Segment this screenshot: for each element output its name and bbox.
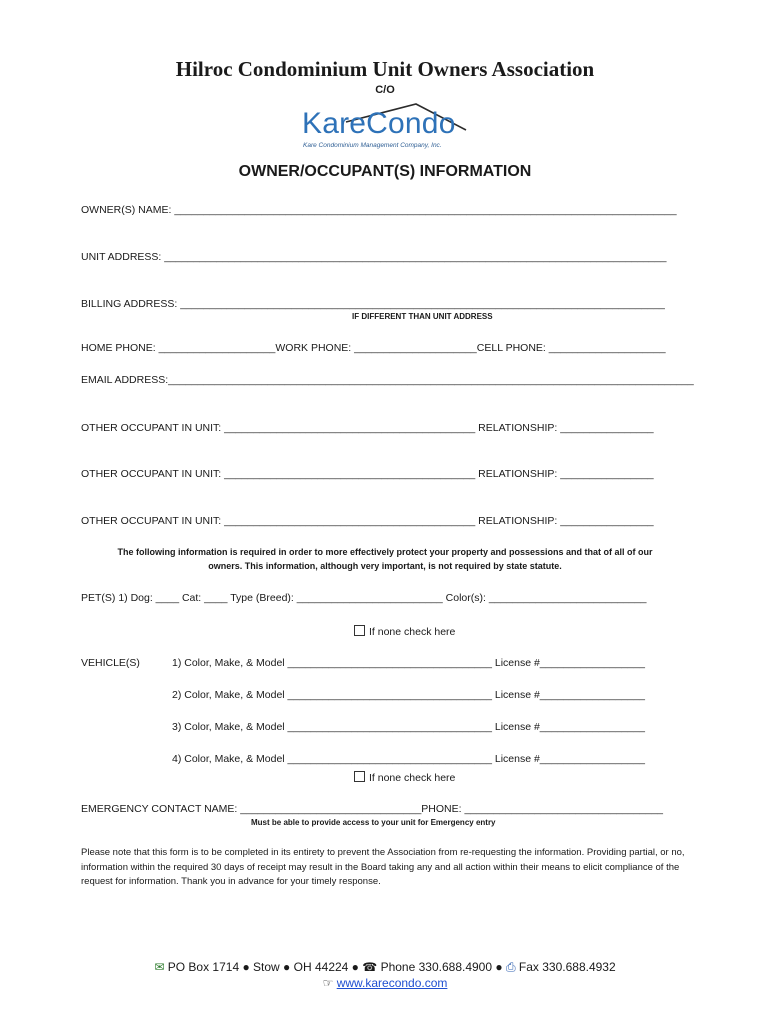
other-occupant-field-2[interactable]: OTHER OCCUPANT IN UNIT: ___________________________________________ RELATIONSHIP: ________________ — [81, 468, 654, 480]
footer-phone: Phone 330.688.4900 ● — [380, 960, 503, 974]
footer-fax: Fax 330.688.4932 — [518, 960, 616, 974]
vehicle-field-3[interactable]: 3) Color, Make, & Model ___________________________________ License #__________________ — [172, 721, 645, 733]
logo-wordmark: KareCondo — [302, 107, 456, 140]
vehicles-none-checkbox[interactable] — [354, 771, 455, 784]
pointing-hand-icon: ☞ — [322, 976, 334, 990]
footer-address: PO Box 1714 ● Stow ● OH 44224 ● — [167, 960, 359, 974]
other-occupant-field-3[interactable]: OTHER OCCUPANT IN UNIT: ___________________________________________ RELATIONSHIP: ________________ — [81, 515, 654, 527]
info-note-line-1: The following information is required in order to more effectively protect your property and possessions and that of all of our — [117, 547, 653, 557]
care-of-label: C/O — [375, 84, 395, 96]
vehicles-label: VEHICLE(S) — [81, 657, 140, 669]
vehicle-field-2[interactable]: 2) Color, Make, & Model ___________________________________ License #__________________ — [172, 689, 645, 701]
other-occupant-field-1[interactable]: OTHER OCCUPANT IN UNIT: ___________________________________________ RELATIONSHIP: ________________ — [81, 422, 654, 434]
unit-address-field[interactable]: UNIT ADDRESS: ______________________________________________________________________________________ — [81, 251, 667, 263]
association-title: Hilroc Condominium Unit Owners Association — [175, 57, 595, 81]
fax-icon: ⎙ — [505, 960, 516, 974]
pets-none-label: If none check here — [369, 626, 456, 638]
checkbox-icon — [354, 771, 365, 782]
emergency-note: Must be able to provide access to your unit for Emergency entry — [251, 818, 496, 827]
pets-none-checkbox[interactable] — [354, 625, 455, 638]
footer-contact-line — [0, 960, 770, 975]
pets-field[interactable]: PET(S) 1) Dog: ____ Cat: ____ Type (Breed): _________________________ Color(s): ___________________________ — [81, 592, 647, 604]
vehicle-field-4[interactable]: 4) Color, Make, & Model ___________________________________ License #__________________ — [172, 753, 645, 765]
billing-address-note: IF DIFFERENT THAN UNIT ADDRESS — [352, 312, 493, 321]
form-heading: OWNER/OCCUPANT(S) INFORMATION — [238, 163, 532, 180]
emergency-contact-field[interactable]: EMERGENCY CONTACT NAME: _______________________________PHONE: __________________________________ — [81, 803, 664, 815]
email-field[interactable]: EMAIL ADDRESS:__________________________________________________________________________________________ — [81, 374, 694, 386]
vehicles-none-label: If none check here — [369, 772, 456, 784]
info-note-line-2: owners. This information, although very important, is not required by state statute. — [208, 561, 562, 571]
owner-name-field[interactable]: OWNER(S) NAME: ______________________________________________________________________________________ — [81, 204, 677, 216]
website-link[interactable]: www.karecondo.com — [336, 976, 448, 990]
phone-fields[interactable]: HOME PHONE: ____________________WORK PHONE: _____________________CELL PHONE: ____________________ — [81, 342, 666, 354]
logo-subtitle: Kare Condominium Management Company, Inc. — [303, 142, 442, 149]
closing-paragraph: Please note that this form is to be completed in its entirety to prevent the Association from re-requesting the information. Providing partial, or no, information within the required 30 days of receipt may result in the Board taking any and all action within their means to elicit compliance of the request for information. Thank you in advance for your timely response. — [81, 847, 685, 887]
footer-website-line — [0, 976, 770, 990]
envelope-icon: ✉ — [154, 960, 165, 974]
billing-address-field[interactable]: BILLING ADDRESS: ___________________________________________________________________________________ — [81, 298, 665, 310]
telephone-icon: ☎ — [362, 960, 378, 974]
vehicle-field-1[interactable]: 1) Color, Make, & Model ___________________________________ License #__________________ — [172, 657, 645, 669]
checkbox-icon — [354, 625, 365, 636]
